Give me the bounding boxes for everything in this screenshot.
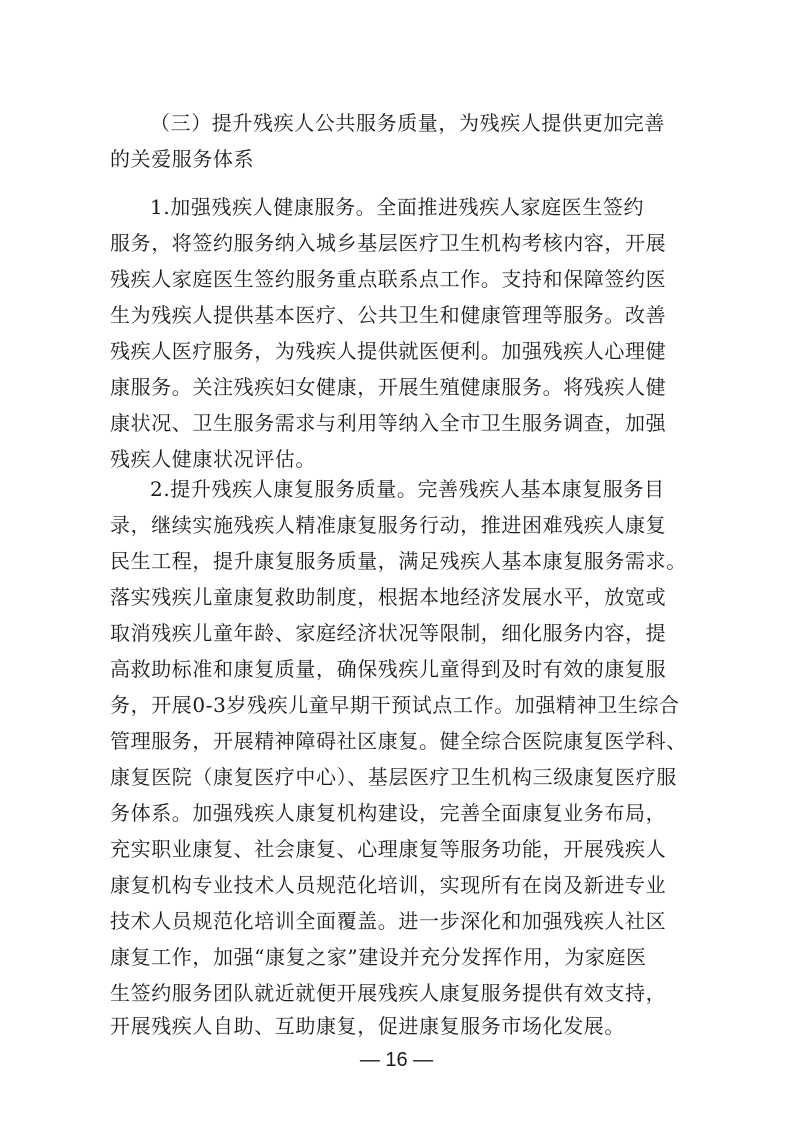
paragraph-2-line: 高救助标准和康复质量，确保残疾儿童得到及时有效的康复服 (110, 657, 667, 681)
paragraph-2-line: 取消残疾儿童年龄、家庭经济状况等限制，细化服务内容，提 (110, 621, 667, 645)
paragraph-2-line: 生签约服务团队就近就便开展残疾人康复服务提供有效支持， (110, 981, 667, 1005)
paragraph-2-line: 管理服务，开展精神障碍社区康复。健全综合医院康复医学科、 (110, 729, 687, 753)
paragraph-2-line: 2.提升残疾人康复服务质量。完善残疾人基本康复服务目 (150, 477, 665, 501)
paragraph-1-line: 1.加强残疾人健康服务。全面推进残疾人家庭医生签约 (150, 195, 645, 219)
section-heading-line-1: （三）提升残疾人公共服务质量，为残疾人提供更加完善 (150, 111, 665, 135)
paragraph-1-line: 康状况、卫生服务需求与利用等纳入全市卫生服务调查，加强 (110, 411, 667, 435)
paragraph-1-line: 残疾人医疗服务，为残疾人提供就医便利。加强残疾人心理健 (110, 339, 667, 363)
paragraph-2-line: 充实职业康复、社会康复、心理康复等服务功能，开展残疾人 (110, 837, 667, 861)
paragraph-2-line: 开展残疾人自助、互助康复，促进康复服务市场化发展。 (110, 1014, 625, 1038)
paragraph-2-line: 落实残疾儿童康复救助制度，根据本地经济发展水平，放宽或 (110, 585, 667, 609)
paragraph-1-line: 服务，将签约服务纳入城乡基层医疗卫生机构考核内容，开展 (110, 231, 667, 255)
paragraph-1-line: 残疾人健康状况评估。 (110, 447, 316, 471)
paragraph-2-line: 康复医院（康复医疗中心）、基层医疗卫生机构三级康复医疗服 (110, 765, 677, 789)
paragraph-2-line: 录，继续实施残疾人精准康复服务行动，推进困难残疾人康复 (110, 513, 667, 537)
paragraph-2-line: 务体系。加强残疾人康复机构建设，完善全面康复业务布局， (110, 801, 667, 825)
paragraph-2-line: 务，开展0-3岁残疾儿童早期干预试点工作。加强精神卫生综合 (110, 693, 680, 717)
paragraph-2-line: 民生工程，提升康复服务质量，满足残疾人基本康复服务需求。 (110, 549, 687, 573)
paragraph-1-line: 生为残疾人提供基本医疗、公共卫生和健康管理等服务。改善 (110, 303, 667, 327)
paragraph-2-line: 技术人员规范化培训全面覆盖。进一步深化和加强残疾人社区 (110, 909, 667, 933)
paragraph-1-line: 康服务。关注残疾妇女健康，开展生殖健康服务。将残疾人健 (110, 375, 667, 399)
paragraph-2-line: 康复机构专业技术人员规范化培训，实现所有在岗及新进专业 (110, 873, 667, 897)
paragraph-2-line: 康复工作，加强“康复之家”建设并充分发挥作用，为家庭医 (110, 945, 647, 969)
page-number: — 16 — (359, 1049, 434, 1071)
section-heading-line-2: 的关爱服务体系 (110, 147, 255, 171)
paragraph-1-line: 残疾人家庭医生签约服务重点联系点工作。支持和保障签约医 (110, 267, 667, 291)
